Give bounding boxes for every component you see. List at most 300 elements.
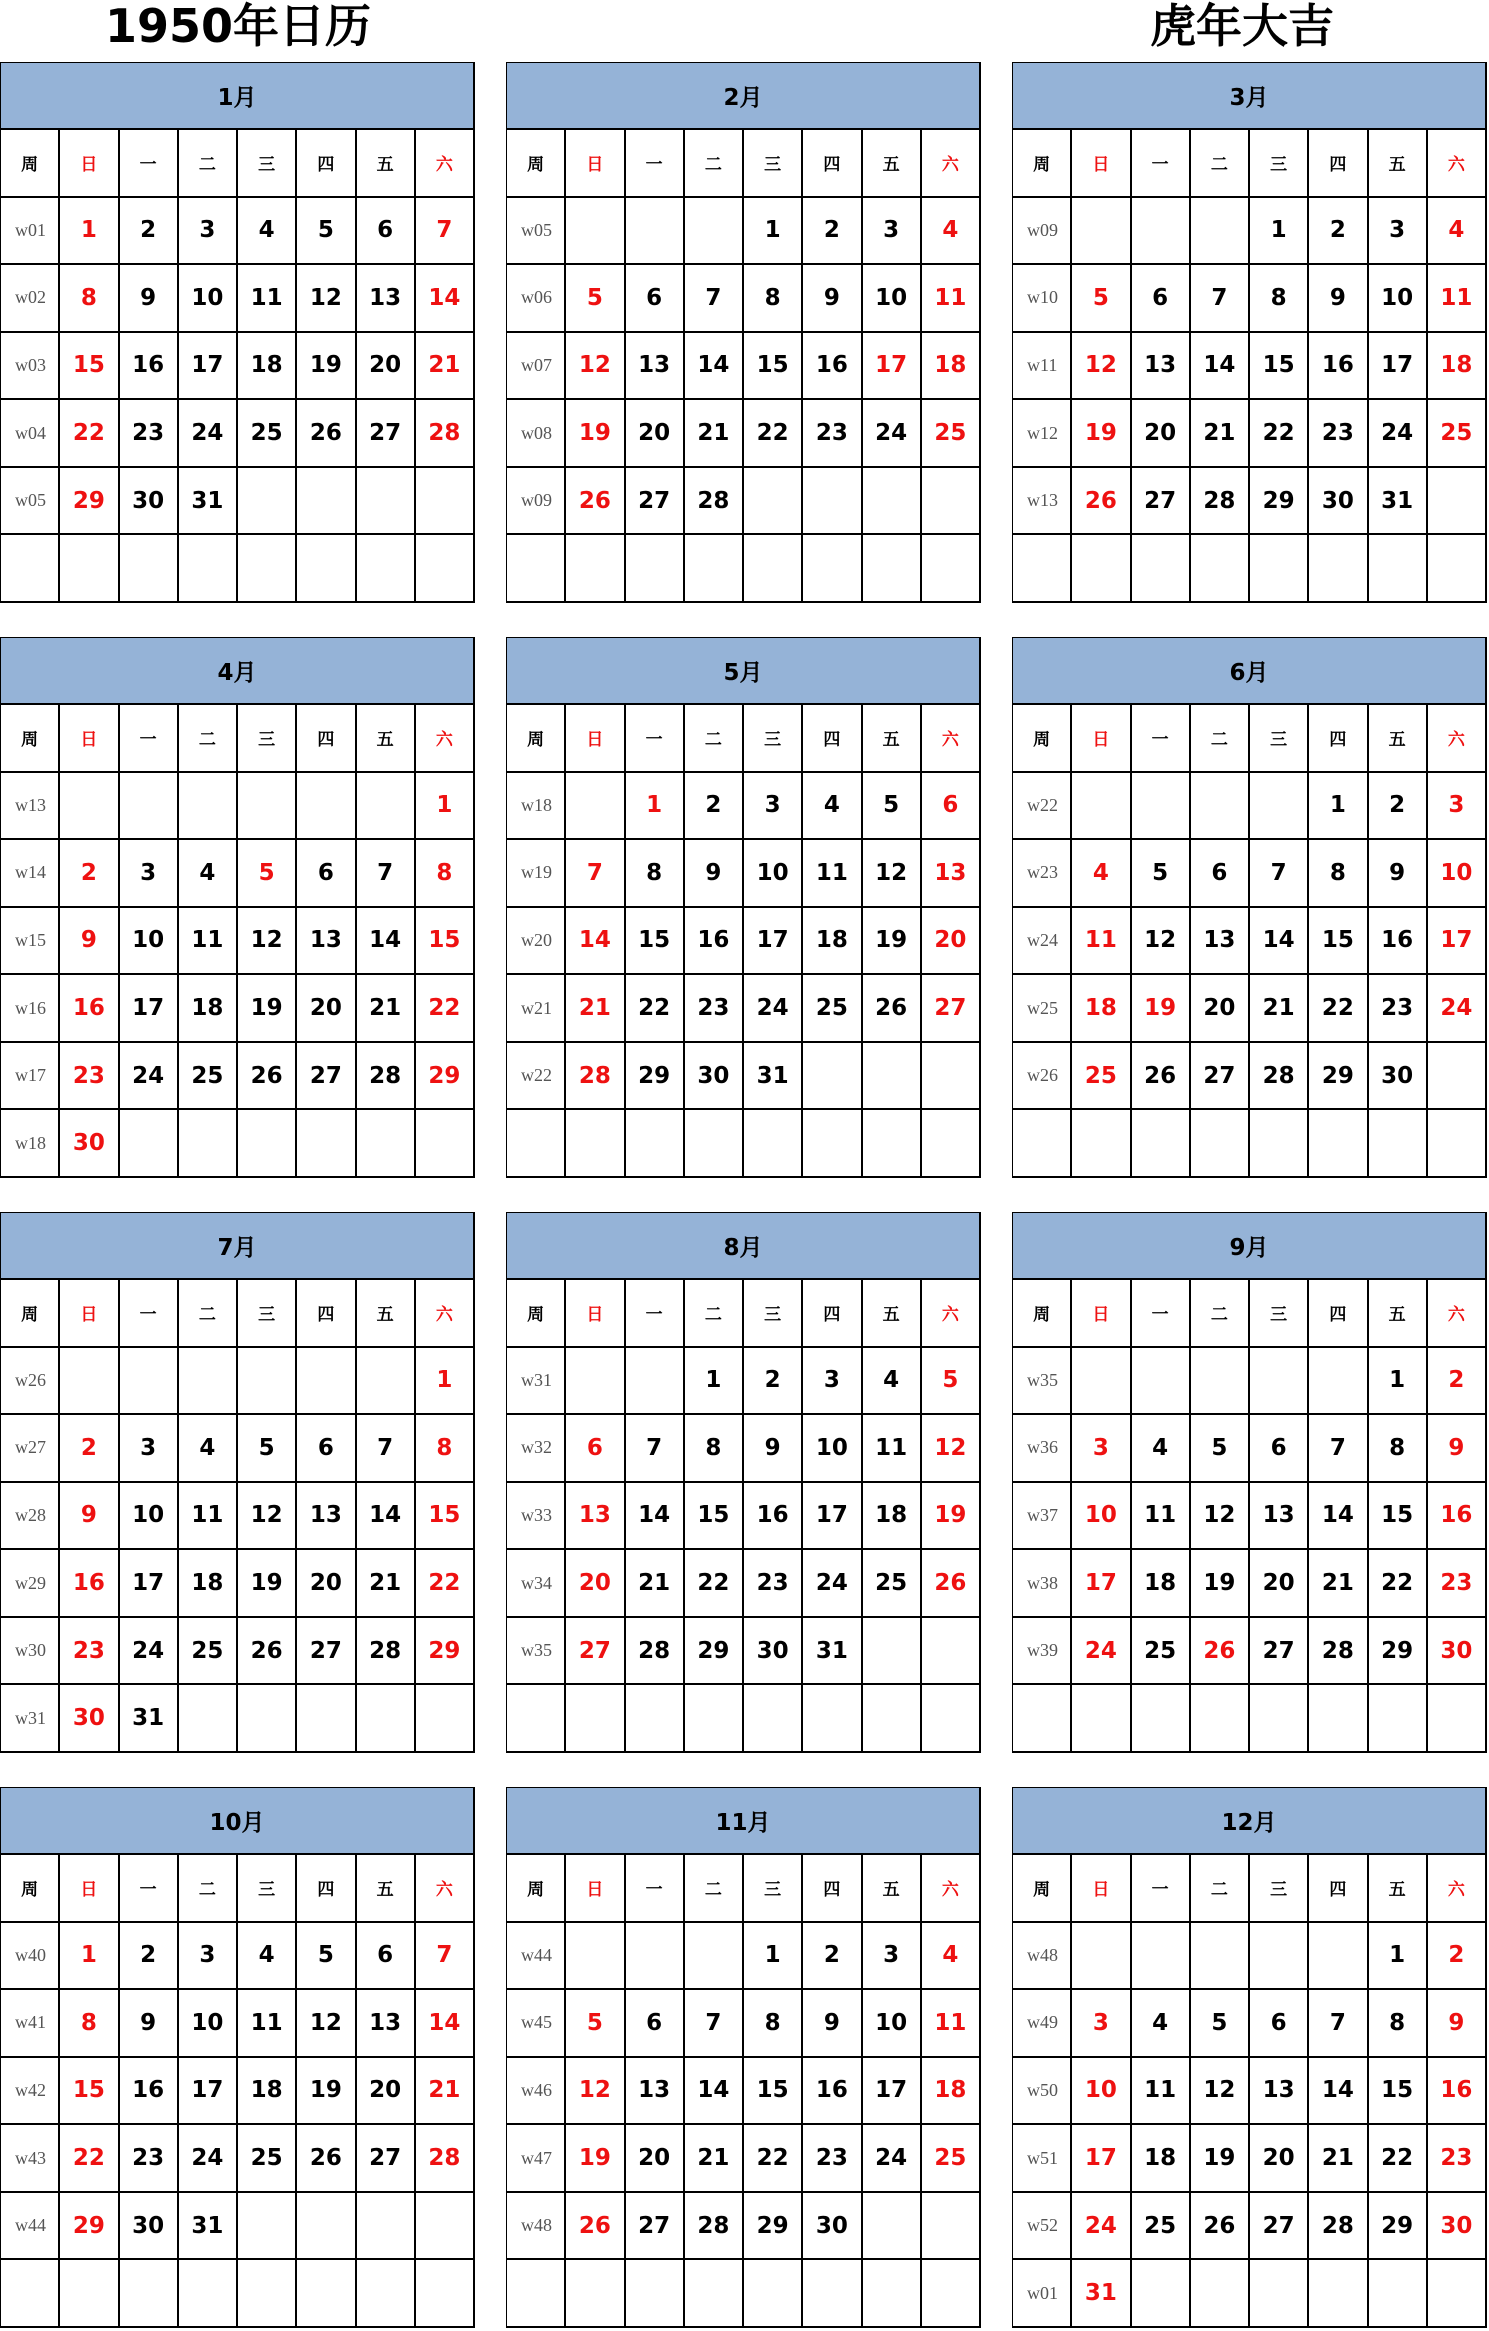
day-cell: 28 xyxy=(357,1043,416,1111)
month-grid xyxy=(507,705,981,1178)
day-cell: 15 xyxy=(744,2058,803,2126)
day-cell: 19 xyxy=(922,1483,981,1551)
weekday-header: 六 xyxy=(922,1280,981,1348)
day-cell xyxy=(863,1685,922,1753)
day-cell: 20 xyxy=(1250,2125,1309,2193)
day-cell: 7 xyxy=(1309,1415,1368,1483)
weekday-header: 三 xyxy=(1250,1855,1309,1923)
day-cell xyxy=(922,2193,981,2261)
day-cell: 29 xyxy=(416,1618,475,1686)
day-cell: 25 xyxy=(922,400,981,468)
day-cell xyxy=(1072,1348,1131,1416)
day-cell: 20 xyxy=(566,1550,625,1618)
day-cell: 9 xyxy=(60,908,119,976)
weekday-header: 周 xyxy=(507,1855,566,1923)
day-cell xyxy=(863,468,922,536)
day-cell: 22 xyxy=(744,2125,803,2193)
weekday-header: 日 xyxy=(1072,705,1131,773)
day-cell: 12 xyxy=(238,1483,297,1551)
day-cell: 25 xyxy=(179,1618,238,1686)
day-cell: 13 xyxy=(357,1990,416,2058)
day-cell: 30 xyxy=(1369,1043,1428,1111)
day-cell: 12 xyxy=(566,333,625,401)
day-cell xyxy=(1132,2260,1191,2328)
month-header: 1月 xyxy=(1,63,475,130)
day-cell xyxy=(1369,1110,1428,1178)
day-cell: 3 xyxy=(1072,1415,1131,1483)
day-cell xyxy=(357,1110,416,1178)
month-block xyxy=(0,1787,475,2328)
day-cell: 4 xyxy=(1072,840,1131,908)
day-cell: 24 xyxy=(744,975,803,1043)
day-cell: 18 xyxy=(179,1550,238,1618)
day-cell: 17 xyxy=(863,333,922,401)
day-cell: 3 xyxy=(1369,198,1428,266)
day-cell: 23 xyxy=(120,400,179,468)
weekday-header: 周 xyxy=(1013,130,1072,198)
month-block xyxy=(1012,637,1487,1178)
day-cell: 14 xyxy=(626,1483,685,1551)
day-cell: 13 xyxy=(922,840,981,908)
day-cell: 21 xyxy=(685,2125,744,2193)
month-block xyxy=(1012,1212,1487,1753)
day-cell: 7 xyxy=(416,198,475,266)
day-cell: 12 xyxy=(1132,908,1191,976)
weekday-header: 五 xyxy=(357,1855,416,1923)
day-cell xyxy=(803,468,862,536)
day-cell: 16 xyxy=(120,2058,179,2126)
day-cell: 30 xyxy=(1428,1618,1487,1686)
day-cell xyxy=(416,2193,475,2261)
day-cell: 3 xyxy=(120,840,179,908)
weekday-header: 周 xyxy=(1,1855,60,1923)
day-cell xyxy=(685,1923,744,1991)
week-number: w46 xyxy=(507,2058,566,2126)
day-cell: 4 xyxy=(238,198,297,266)
weekday-header: 周 xyxy=(507,130,566,198)
day-cell: 31 xyxy=(744,1043,803,1111)
week-number: w19 xyxy=(507,840,566,908)
day-cell xyxy=(120,773,179,841)
day-cell xyxy=(1428,1110,1487,1178)
day-cell: 15 xyxy=(744,333,803,401)
day-cell xyxy=(803,1685,862,1753)
day-cell: 27 xyxy=(357,400,416,468)
weekday-header: 二 xyxy=(1191,1855,1250,1923)
day-cell xyxy=(803,535,862,603)
day-cell xyxy=(1191,1923,1250,1991)
weekday-header: 周 xyxy=(507,1280,566,1348)
month-header: 8月 xyxy=(507,1213,981,1280)
day-cell: 19 xyxy=(863,908,922,976)
day-cell: 28 xyxy=(1191,468,1250,536)
day-cell: 23 xyxy=(1428,2125,1487,2193)
day-cell: 15 xyxy=(416,1483,475,1551)
weekday-header: 周 xyxy=(1013,1280,1072,1348)
day-cell: 14 xyxy=(1191,333,1250,401)
month-block xyxy=(506,1787,981,2328)
day-cell: 16 xyxy=(120,333,179,401)
weekday-header: 日 xyxy=(60,705,119,773)
day-cell: 17 xyxy=(120,1550,179,1618)
day-cell xyxy=(120,2260,179,2328)
week-number: w12 xyxy=(1013,400,1072,468)
day-cell xyxy=(1250,1685,1309,1753)
day-cell: 11 xyxy=(922,1990,981,2058)
day-cell xyxy=(416,2260,475,2328)
day-cell: 24 xyxy=(1369,400,1428,468)
weekday-header: 三 xyxy=(238,1280,297,1348)
day-cell xyxy=(1191,1110,1250,1178)
day-cell: 9 xyxy=(1369,840,1428,908)
day-cell xyxy=(1132,1348,1191,1416)
day-cell xyxy=(1250,535,1309,603)
day-cell: 17 xyxy=(179,2058,238,2126)
day-cell: 23 xyxy=(803,400,862,468)
day-cell: 6 xyxy=(297,1415,356,1483)
weekday-header: 日 xyxy=(566,1855,625,1923)
day-cell xyxy=(566,1110,625,1178)
day-cell: 1 xyxy=(685,1348,744,1416)
day-cell xyxy=(120,1110,179,1178)
day-cell xyxy=(1428,1685,1487,1753)
day-cell: 1 xyxy=(626,773,685,841)
week-number xyxy=(507,1110,566,1178)
week-number: w48 xyxy=(1013,1923,1072,1991)
day-cell: 19 xyxy=(238,1550,297,1618)
weekday-header: 四 xyxy=(297,1855,356,1923)
day-cell xyxy=(922,468,981,536)
day-cell: 6 xyxy=(1250,1415,1309,1483)
day-cell: 17 xyxy=(1072,2125,1131,2193)
day-cell: 4 xyxy=(179,1415,238,1483)
month-header: 2月 xyxy=(507,63,981,130)
month-grid xyxy=(1,705,475,1178)
week-number: w21 xyxy=(507,975,566,1043)
day-cell: 23 xyxy=(1309,400,1368,468)
day-cell xyxy=(863,535,922,603)
day-cell: 1 xyxy=(60,1923,119,1991)
month-header: 11月 xyxy=(507,1788,981,1855)
day-cell: 15 xyxy=(416,908,475,976)
day-cell: 22 xyxy=(744,400,803,468)
day-cell: 13 xyxy=(566,1483,625,1551)
day-cell: 4 xyxy=(863,1348,922,1416)
day-cell: 30 xyxy=(803,2193,862,2261)
day-cell: 13 xyxy=(1250,2058,1309,2126)
weekday-header: 三 xyxy=(238,1855,297,1923)
day-cell xyxy=(566,535,625,603)
day-cell: 10 xyxy=(179,1990,238,2058)
day-cell: 9 xyxy=(120,1990,179,2058)
day-cell: 25 xyxy=(803,975,862,1043)
day-cell: 26 xyxy=(922,1550,981,1618)
weekday-header: 二 xyxy=(685,705,744,773)
day-cell: 1 xyxy=(60,198,119,266)
week-number: w09 xyxy=(1013,198,1072,266)
day-cell xyxy=(1191,1685,1250,1753)
day-cell xyxy=(238,2193,297,2261)
day-cell xyxy=(566,2260,625,2328)
day-cell: 28 xyxy=(566,1043,625,1111)
day-cell: 31 xyxy=(803,1618,862,1686)
week-number: w17 xyxy=(1,1043,60,1111)
day-cell xyxy=(744,1685,803,1753)
day-cell: 24 xyxy=(120,1043,179,1111)
day-cell: 26 xyxy=(566,468,625,536)
day-cell: 24 xyxy=(863,400,922,468)
week-number: w02 xyxy=(1,265,60,333)
weekday-header: 一 xyxy=(120,1855,179,1923)
week-number: w32 xyxy=(507,1415,566,1483)
weekday-header: 周 xyxy=(1,1280,60,1348)
day-cell: 24 xyxy=(803,1550,862,1618)
day-cell: 22 xyxy=(685,1550,744,1618)
day-cell: 11 xyxy=(803,840,862,908)
day-cell xyxy=(1191,1348,1250,1416)
day-cell: 18 xyxy=(1428,333,1487,401)
week-number: w44 xyxy=(1,2193,60,2261)
week-number: w22 xyxy=(1013,773,1072,841)
day-cell xyxy=(1428,2260,1487,2328)
day-cell: 17 xyxy=(120,975,179,1043)
day-cell: 19 xyxy=(297,2058,356,2126)
week-number: w06 xyxy=(507,265,566,333)
day-cell xyxy=(685,535,744,603)
day-cell: 17 xyxy=(803,1483,862,1551)
day-cell: 23 xyxy=(685,975,744,1043)
day-cell: 14 xyxy=(416,1990,475,2058)
day-cell: 13 xyxy=(1191,908,1250,976)
day-cell: 6 xyxy=(566,1415,625,1483)
day-cell xyxy=(120,535,179,603)
day-cell: 31 xyxy=(179,468,238,536)
day-cell xyxy=(1191,773,1250,841)
day-cell: 3 xyxy=(803,1348,862,1416)
weekday-header: 六 xyxy=(416,130,475,198)
day-cell: 11 xyxy=(863,1415,922,1483)
day-cell: 20 xyxy=(297,975,356,1043)
week-number: w05 xyxy=(507,198,566,266)
week-number: w01 xyxy=(1,198,60,266)
weekday-header: 二 xyxy=(1191,130,1250,198)
day-cell: 11 xyxy=(238,1990,297,2058)
week-number: w18 xyxy=(507,773,566,841)
day-cell: 1 xyxy=(1369,1348,1428,1416)
day-cell: 6 xyxy=(357,1923,416,1991)
day-cell: 7 xyxy=(566,840,625,908)
week-number: w18 xyxy=(1,1110,60,1178)
day-cell: 21 xyxy=(1250,975,1309,1043)
day-cell: 12 xyxy=(297,265,356,333)
month-block xyxy=(1012,62,1487,603)
day-cell xyxy=(1132,1923,1191,1991)
day-cell: 21 xyxy=(685,400,744,468)
day-cell: 15 xyxy=(1369,2058,1428,2126)
weekday-header: 二 xyxy=(179,1280,238,1348)
day-cell: 5 xyxy=(1132,840,1191,908)
week-number: w31 xyxy=(1,1685,60,1753)
day-cell xyxy=(297,1110,356,1178)
day-cell: 15 xyxy=(60,333,119,401)
day-cell: 18 xyxy=(922,2058,981,2126)
day-cell xyxy=(1191,535,1250,603)
day-cell xyxy=(1369,2260,1428,2328)
weekday-header: 三 xyxy=(744,1280,803,1348)
weekday-header: 日 xyxy=(566,705,625,773)
day-cell: 5 xyxy=(1191,1990,1250,2058)
weekday-header: 四 xyxy=(297,705,356,773)
day-cell: 16 xyxy=(1428,2058,1487,2126)
day-cell: 29 xyxy=(685,1618,744,1686)
day-cell xyxy=(685,1685,744,1753)
weekday-header: 六 xyxy=(416,1280,475,1348)
day-cell: 3 xyxy=(863,1923,922,1991)
day-cell: 10 xyxy=(1428,840,1487,908)
day-cell xyxy=(1191,198,1250,266)
week-number: w04 xyxy=(1,400,60,468)
day-cell: 19 xyxy=(1191,1550,1250,1618)
month-grid xyxy=(507,1280,981,1753)
day-cell xyxy=(863,2193,922,2261)
day-cell: 16 xyxy=(744,1483,803,1551)
day-cell: 18 xyxy=(803,908,862,976)
day-cell: 5 xyxy=(297,198,356,266)
day-cell: 22 xyxy=(1309,975,1368,1043)
month-grid xyxy=(1013,1280,1487,1753)
day-cell: 1 xyxy=(1309,773,1368,841)
week-number xyxy=(507,2260,566,2328)
day-cell xyxy=(1369,1685,1428,1753)
day-cell: 20 xyxy=(297,1550,356,1618)
day-cell xyxy=(297,468,356,536)
week-number: w41 xyxy=(1,1990,60,2058)
day-cell: 5 xyxy=(297,1923,356,1991)
day-cell: 30 xyxy=(744,1618,803,1686)
week-number: w10 xyxy=(1013,265,1072,333)
day-cell: 16 xyxy=(1369,908,1428,976)
month-block xyxy=(0,637,475,1178)
day-cell xyxy=(566,1685,625,1753)
day-cell: 4 xyxy=(922,198,981,266)
day-cell xyxy=(297,535,356,603)
day-cell: 12 xyxy=(1191,1483,1250,1551)
day-cell: 13 xyxy=(297,908,356,976)
day-cell: 24 xyxy=(1428,975,1487,1043)
weekday-header: 一 xyxy=(1132,1855,1191,1923)
day-cell: 22 xyxy=(416,975,475,1043)
day-cell: 25 xyxy=(863,1550,922,1618)
month-header: 3月 xyxy=(1013,63,1487,130)
day-cell: 15 xyxy=(60,2058,119,2126)
weekday-header: 三 xyxy=(1250,705,1309,773)
week-number: w43 xyxy=(1,2125,60,2193)
weekday-header: 周 xyxy=(1,705,60,773)
day-cell: 15 xyxy=(626,908,685,976)
day-cell: 5 xyxy=(566,1990,625,2058)
weekday-header: 六 xyxy=(922,1855,981,1923)
day-cell: 28 xyxy=(1309,1618,1368,1686)
day-cell: 30 xyxy=(60,1685,119,1753)
day-cell: 6 xyxy=(626,1990,685,2058)
week-number: w16 xyxy=(1,975,60,1043)
day-cell: 11 xyxy=(179,908,238,976)
day-cell: 8 xyxy=(1309,840,1368,908)
day-cell: 8 xyxy=(416,1415,475,1483)
day-cell xyxy=(744,2260,803,2328)
month-grid xyxy=(507,1855,981,2328)
day-cell: 18 xyxy=(1132,1550,1191,1618)
day-cell xyxy=(238,535,297,603)
day-cell xyxy=(626,1685,685,1753)
day-cell: 14 xyxy=(566,908,625,976)
day-cell: 23 xyxy=(60,1043,119,1111)
day-cell: 25 xyxy=(179,1043,238,1111)
day-cell: 6 xyxy=(626,265,685,333)
day-cell: 21 xyxy=(416,333,475,401)
day-cell xyxy=(60,2260,119,2328)
week-number: w42 xyxy=(1,2058,60,2126)
week-number: w47 xyxy=(507,2125,566,2193)
day-cell: 11 xyxy=(922,265,981,333)
day-cell xyxy=(238,1685,297,1753)
weekday-header: 四 xyxy=(1309,1855,1368,1923)
day-cell xyxy=(863,2260,922,2328)
day-cell: 20 xyxy=(357,333,416,401)
day-cell xyxy=(1309,1348,1368,1416)
day-cell: 7 xyxy=(685,265,744,333)
day-cell: 25 xyxy=(1428,400,1487,468)
day-cell: 14 xyxy=(1309,1483,1368,1551)
day-cell: 1 xyxy=(744,1923,803,1991)
day-cell: 25 xyxy=(1132,2193,1191,2261)
weekday-header: 五 xyxy=(1369,130,1428,198)
day-cell: 29 xyxy=(60,2193,119,2261)
day-cell: 11 xyxy=(1072,908,1131,976)
day-cell: 5 xyxy=(922,1348,981,1416)
day-cell: 27 xyxy=(1132,468,1191,536)
week-number xyxy=(507,1685,566,1753)
week-number: w26 xyxy=(1,1348,60,1416)
day-cell: 2 xyxy=(60,1415,119,1483)
day-cell: 11 xyxy=(238,265,297,333)
day-cell xyxy=(922,1043,981,1111)
day-cell xyxy=(1132,1110,1191,1178)
day-cell xyxy=(238,1348,297,1416)
day-cell xyxy=(1191,2260,1250,2328)
day-cell: 13 xyxy=(357,265,416,333)
week-number: w45 xyxy=(507,1990,566,2058)
day-cell: 8 xyxy=(1369,1415,1428,1483)
day-cell: 15 xyxy=(1309,908,1368,976)
weekday-header: 四 xyxy=(803,705,862,773)
month-block xyxy=(0,62,475,603)
week-number: w33 xyxy=(507,1483,566,1551)
month-block xyxy=(506,637,981,1178)
day-cell: 17 xyxy=(179,333,238,401)
weekday-header: 一 xyxy=(626,130,685,198)
day-cell: 2 xyxy=(60,840,119,908)
day-cell: 27 xyxy=(297,1618,356,1686)
day-cell xyxy=(1369,535,1428,603)
month-grid xyxy=(1013,130,1487,603)
weekday-header: 周 xyxy=(1013,705,1072,773)
day-cell xyxy=(297,773,356,841)
day-cell: 9 xyxy=(744,1415,803,1483)
weekday-header: 周 xyxy=(507,705,566,773)
day-cell: 30 xyxy=(1428,2193,1487,2261)
day-cell: 26 xyxy=(566,2193,625,2261)
